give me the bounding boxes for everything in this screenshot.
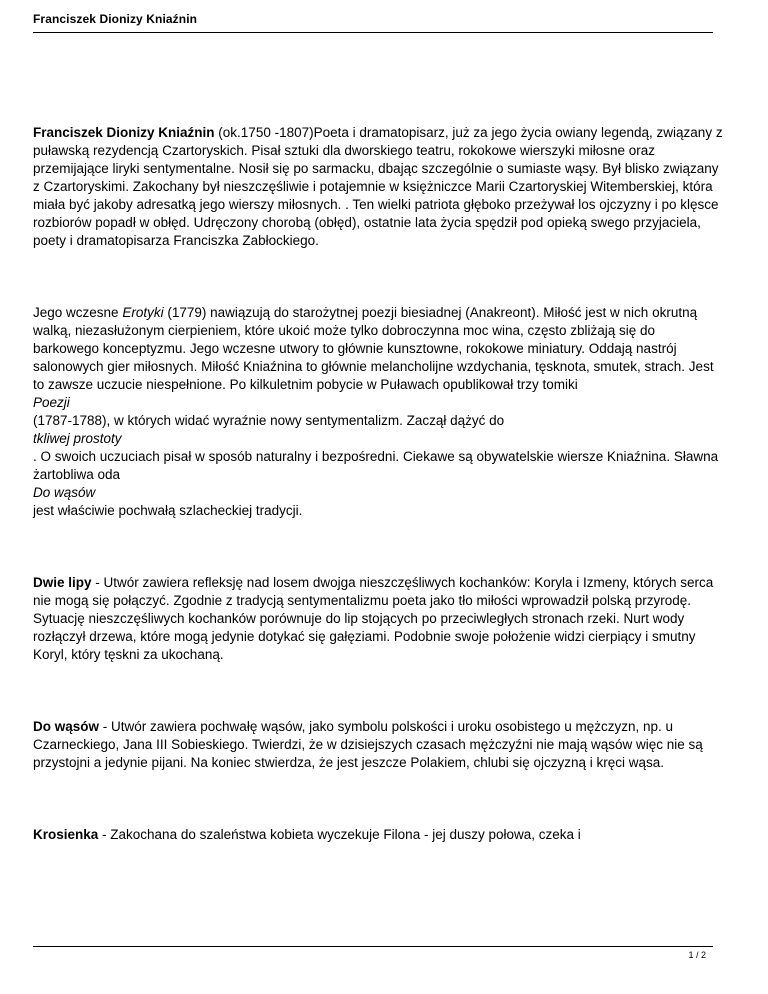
dwie-lipy-title: Dwie lipy [33, 575, 92, 590]
early-text-4: jest właściwie pochwałą szlacheckiej tradycji. [33, 503, 303, 518]
do-wasow-text: - Utwór zawiera pochwałę wąsów, jako symbolu polskości i uroku osobistego u mężczyzn, np. u Czarneckiego, Jana III Sobieskiego. Twierdzi, że w dzisiejszych czasach mężczyźni nie mają wąsów więc nie są przystojni a jedynie pijani. Na koniec stwierdza, że jest jeszcze Polakiem, chlubi się ojczyzną i kręci wąsa. [33, 719, 703, 770]
early-works-paragraph [33, 304, 723, 394]
do-wasow-paragraph [33, 718, 723, 772]
krosienka-title: Krosienka [33, 827, 99, 842]
early-text-2: (1787-1788), w których widać wyraźnie nowy sentymentalizm. Zaczął dążyć do [33, 413, 505, 428]
early-text-1: (1779) nawiązują do starożytnej poezji biesiadnej (Anakreont). Miłość jest w nich okrutną walką, niezasłużonym cierpieniem, które ukoić może tylko dobroczynna moc wina, często zbliżają się do barkowego konceptyzmu. Jego wczesne utwory to głównie kunsztowne, rokokowe miniatury. Oddają nastrój salonowych gier miłosnych. Miłość Kniaźnina to głównie melancholijne wzdychania, tęsknota, smutek, strach. Jest to zawsze uczucie niespełnione. Po kilkuletnim pobycie w Puławach opublikował trzy tomiki [33, 305, 714, 392]
author-name: Franciszek Dionizy Kniaźnin [33, 125, 215, 140]
title-do-wasow-inline: Do wąsów [33, 485, 96, 500]
footer-divider [33, 946, 713, 947]
intro-text: (ok.1750 -1807)Poeta i dramatopisarz, już za jego życia owiany legendą, związany z puławską rezydencją Czartoryskich. Pisał sztuki dla dworskiego teatru, rokokowe wierszyki miłosne oraz przemijające liryki sentymentalne. Nosił się po sarmacku, dbając szczególnie o sumiaste wąsy. Był blisko związany z Czartoryskimi. Zakochany był nieszczęśliwie i potajemnie w księżniczce Marii Czartoryskiej Witemberskiej, która miała być jakoby adresatką jego wierszy miłosnych. . Ten wielki patriota głęboko przeżywał los ojczyzny i po klęsce rozbiorów popadł w obłęd. Udręczony chorobą (obłęd), ostatnie lata życia spędził pod opieką swego przyjaciela, poety i dramatopisarza Franciszka Zabłockiego. [33, 125, 723, 248]
krosienka-text: - Zakochana do szaleństwa kobieta wyczekuje Filona - jej duszy połowa, czeka i [98, 827, 581, 842]
title-poezji: Poezji [33, 395, 70, 410]
title-tkliwej-prostoty: tkliwej prostoty [33, 431, 122, 446]
page-header-title: Franciszek Dionizy Kniaźnin [33, 12, 198, 26]
document-body [33, 124, 723, 844]
header-divider [33, 32, 713, 33]
page-number: 1 / 2 [688, 950, 706, 960]
dwie-lipy-text: - Utwór zawiera refleksję nad losem dwojga nieszczęśliwych kochanków: Koryla i Izmeny, których serca nie mogą się połączyć. Zgodnie z tradycją sentymentalizmu poeta jako tło miłości wprowadził polską przyrodę. Sytuację nieszczęśliwych kochanków porównuje do lip stojących po przeciwległych stronach rzeki. Nurt wody rozłączył drzewa, które mogą jedynie dotykać się gałęziami. Podobnie swoje położenie widzi cierpiący i smutny Koryl, który tęskni za ukochaną. [33, 575, 714, 662]
krosienka-paragraph [33, 826, 723, 844]
title-erotyki: Erotyki [122, 305, 164, 320]
do-wasow-title: Do wąsów [33, 719, 100, 734]
early-lead: Jego wczesne [33, 305, 123, 320]
early-text-3: . O swoich uczuciach pisał w sposób naturalny i bezpośredni. Ciekawe są obywatelskie wiersze Kniaźnina. Sławna żartobliwa oda [33, 449, 719, 482]
dwie-lipy-paragraph [33, 574, 723, 664]
intro-paragraph [33, 124, 723, 250]
